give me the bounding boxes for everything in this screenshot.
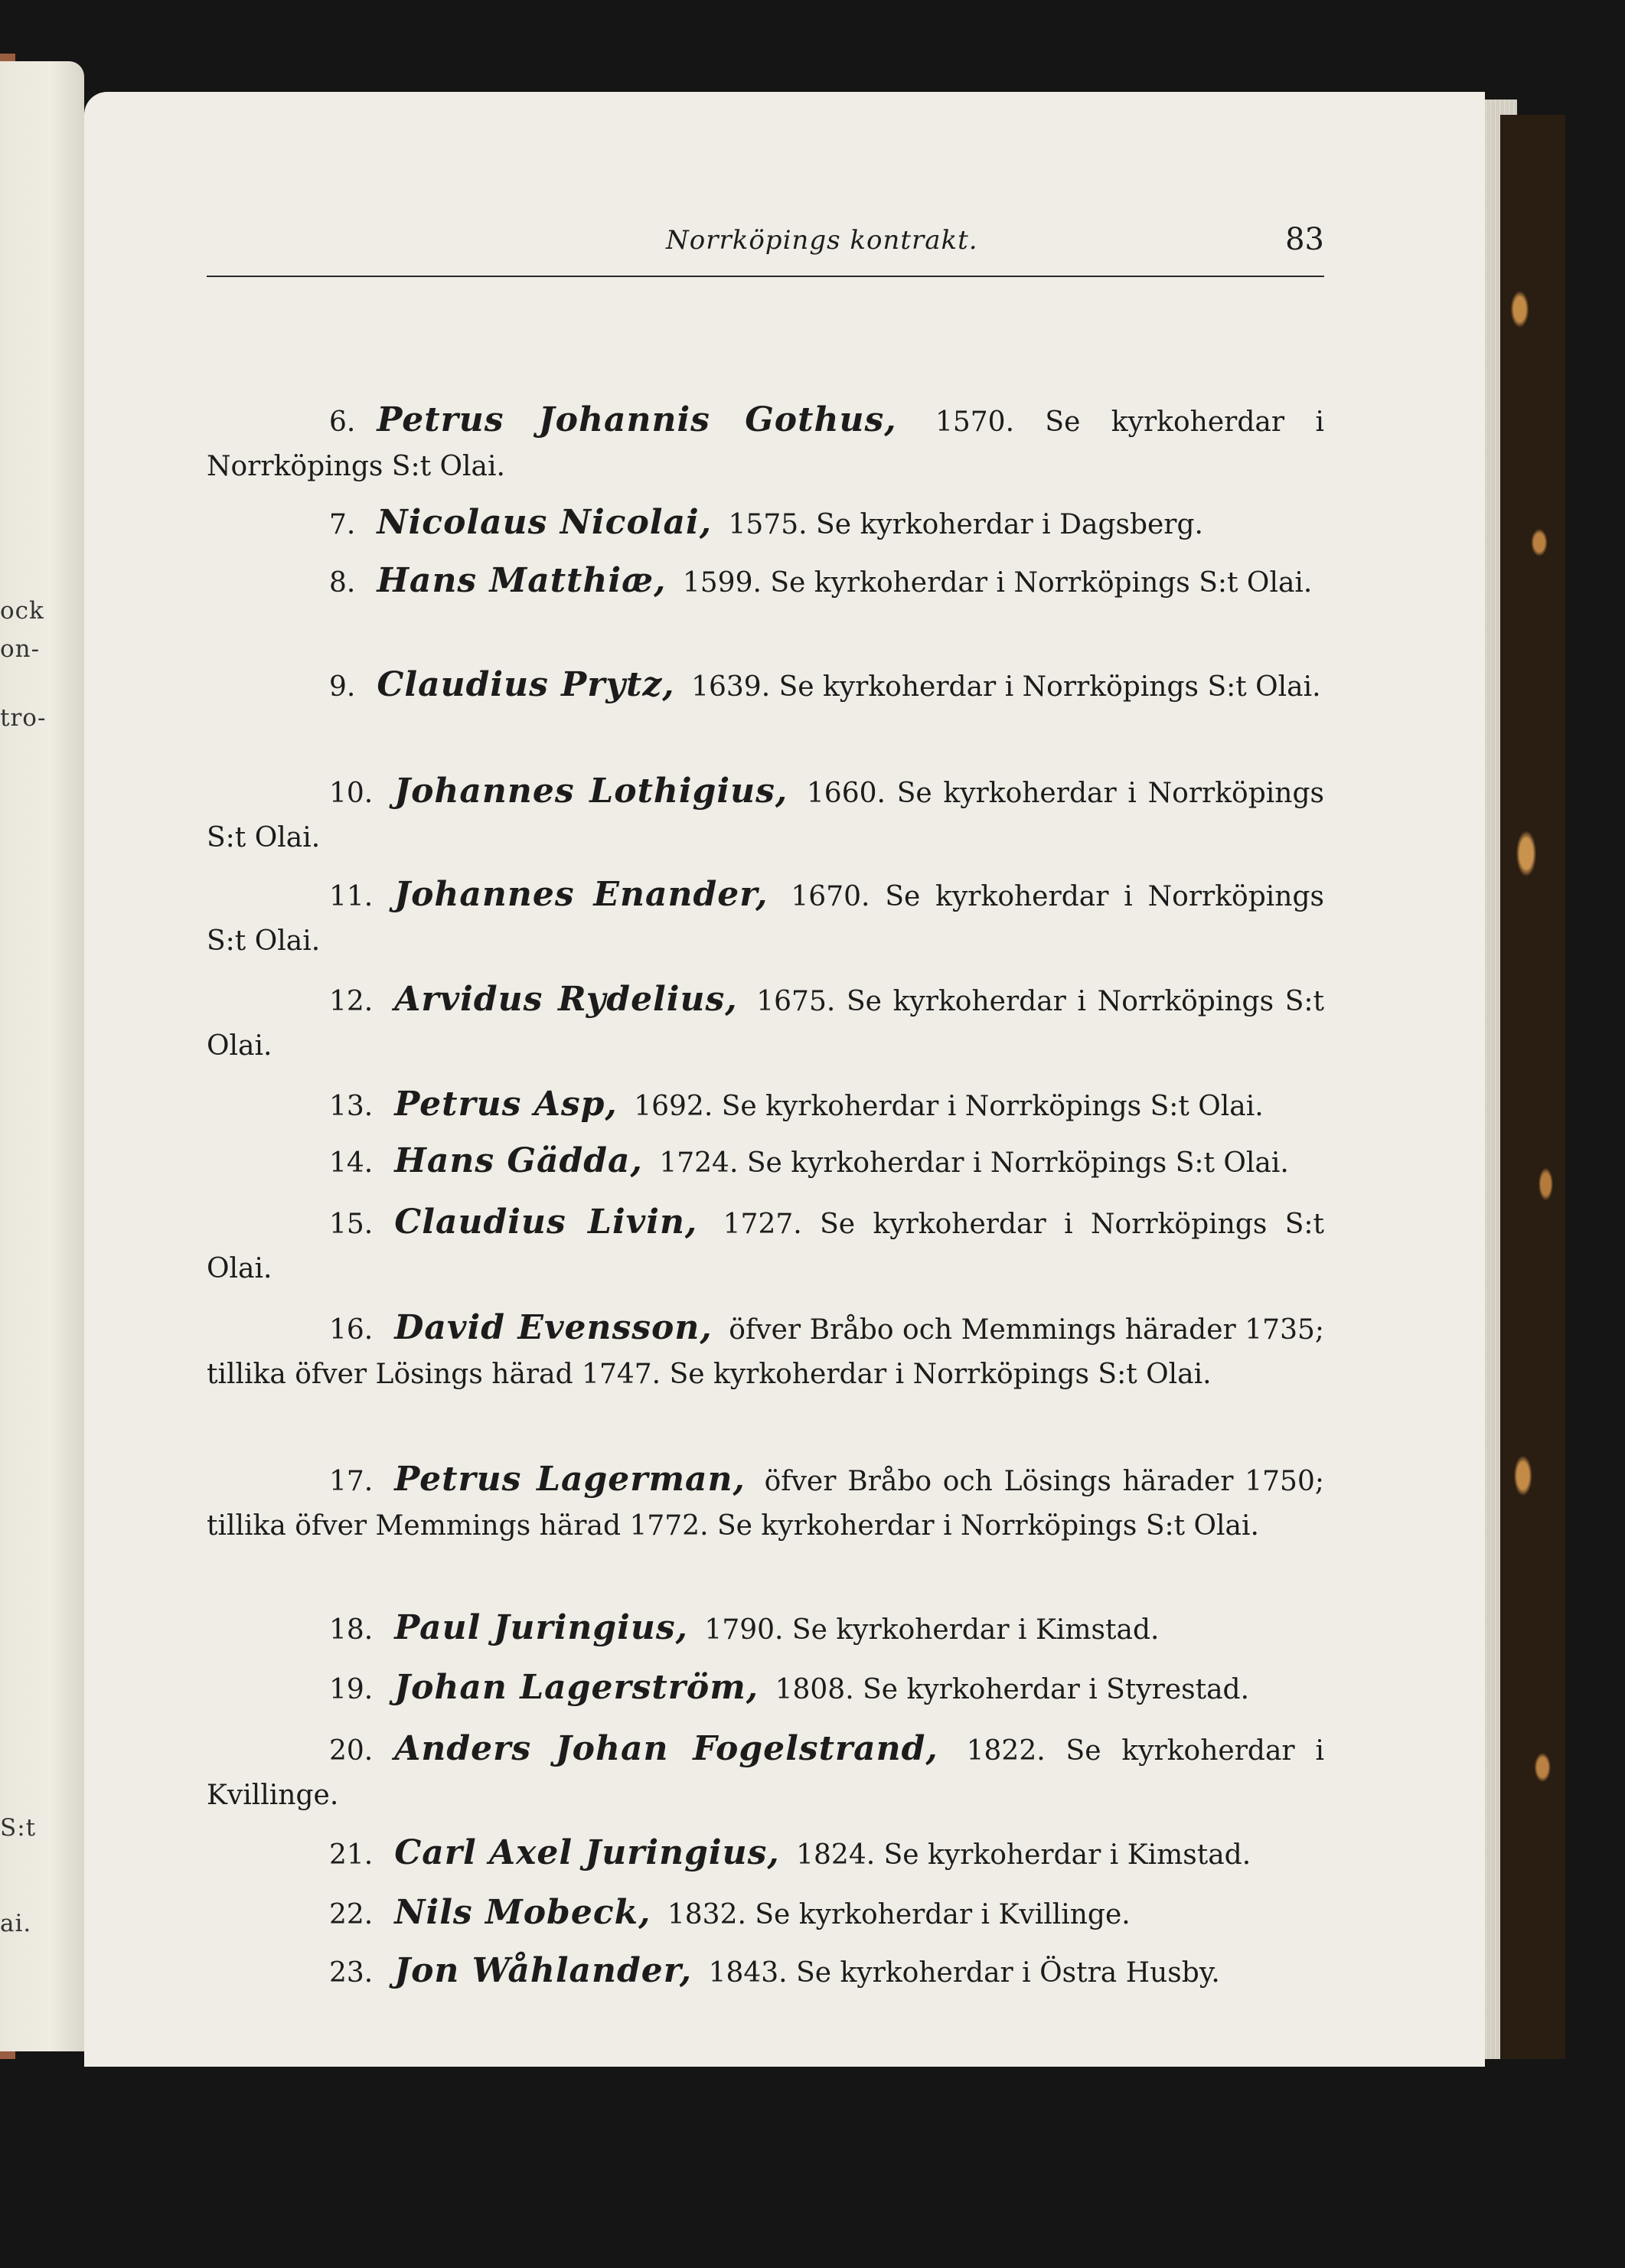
entry-name: Petrus Johannis Gothus, bbox=[377, 400, 897, 439]
entry bbox=[207, 1891, 1324, 1937]
margin-fragment: ock bbox=[0, 597, 44, 625]
entry-name: Claudius Prytz, bbox=[377, 665, 675, 704]
entry-text: 1824. Se kyrkoherdar i Kimstad. bbox=[796, 1839, 1251, 1871]
entry-name: Petrus Asp, bbox=[394, 1085, 618, 1124]
entry-number: 12. bbox=[329, 986, 374, 1017]
entry-name: Nils Mobeck, bbox=[394, 1893, 651, 1932]
entry-name: Hans Matthiæ, bbox=[377, 561, 667, 600]
left-page-edge bbox=[0, 61, 84, 2051]
entry-number: 17. bbox=[329, 1466, 374, 1497]
entry-text: öfver Bråbo och Memmings härader 1735; tillika öfver Lösings härad 1747. Se kyrkoherdar i Norrköpings S:t Olai. bbox=[207, 1314, 1325, 1390]
entry-text: 1727. Se kyrkoherdar i Norrköpings S:t Olai. bbox=[207, 1209, 1324, 1284]
entry bbox=[207, 873, 1324, 964]
entry-text: 1639. Se kyrkoherdar i Norrköpings S:t Olai. bbox=[691, 671, 1321, 703]
entry-name: Petrus Lagerman, bbox=[394, 1460, 746, 1499]
entry-text: 1808. Se kyrkoherdar i Styrestad. bbox=[775, 1674, 1250, 1705]
margin-fragment: ai. bbox=[0, 1910, 32, 1937]
entry-name: Anders Johan Fogelstrand, bbox=[394, 1729, 938, 1768]
entry-name: Carl Axel Juringius, bbox=[394, 1833, 780, 1872]
entry bbox=[207, 1727, 1324, 1818]
marbled-cover bbox=[1500, 115, 1565, 2059]
entry-number: 16. bbox=[329, 1314, 374, 1346]
running-head-title: Norrköpings kontrakt. bbox=[666, 225, 978, 256]
entry-name: Johannes Lothigius, bbox=[394, 772, 788, 811]
entry-number: 13. bbox=[329, 1091, 374, 1122]
entry-text: 1790. Se kyrkoherdar i Kimstad. bbox=[704, 1614, 1160, 1646]
entry-text: 1570. Se kyrkoherdar i Norrköpings S:t Olai. bbox=[207, 406, 1324, 482]
entry-text: 1660. Se kyrkoherdar i Norrköpings S:t Olai. bbox=[207, 778, 1324, 853]
entry bbox=[207, 1082, 1324, 1129]
entry-name: Paul Juringius, bbox=[394, 1608, 688, 1647]
entry bbox=[207, 1666, 1324, 1712]
entry-name: David Evensson, bbox=[394, 1308, 713, 1347]
entry-number: 11. bbox=[329, 881, 374, 912]
entry-number: 22. bbox=[329, 1899, 374, 1930]
entry-number: 20. bbox=[329, 1735, 374, 1767]
entry-text: 1692. Se kyrkoherdar i Norrköpings S:t Olai. bbox=[634, 1091, 1264, 1122]
entry-text: 1675. Se kyrkoherdar i Norrköpings S:t Olai. bbox=[207, 986, 1325, 1062]
entry-name: Johan Lagerström, bbox=[394, 1668, 759, 1707]
entry-number: 9. bbox=[329, 671, 356, 703]
entry-number: 8. bbox=[329, 567, 356, 599]
entry bbox=[207, 1139, 1324, 1186]
entry-number: 23. bbox=[329, 1957, 374, 1989]
entry-number: 6. bbox=[329, 406, 356, 438]
running-head bbox=[207, 222, 1324, 277]
entry-name: Claudius Livin, bbox=[394, 1203, 698, 1242]
entry-text: 1575. Se kyrkoherdar i Dagsberg. bbox=[728, 509, 1204, 540]
margin-fragment: on- bbox=[0, 635, 41, 663]
entry-number: 15. bbox=[329, 1209, 374, 1240]
entry-text: öfver Bråbo och Lösings härader 1750; tillika öfver Memmings härad 1772. Se kyrkoherdar i Norrköpings S:t Olai. bbox=[207, 1466, 1324, 1542]
entry-number: 10. bbox=[329, 778, 374, 809]
margin-fragment: S:t bbox=[0, 1814, 37, 1842]
margin-fragment: tro- bbox=[0, 704, 47, 732]
entry-text: 1832. Se kyrkoherdar i Kvillinge. bbox=[667, 1899, 1131, 1930]
entry bbox=[207, 501, 1324, 547]
entry bbox=[207, 977, 1324, 1069]
entry-name: Arvidus Rydelius, bbox=[394, 980, 738, 1019]
entry-text: 1843. Se kyrkoherdar i Östra Husby. bbox=[708, 1957, 1220, 1989]
entry-number: 19. bbox=[329, 1674, 374, 1705]
entry bbox=[207, 1200, 1324, 1291]
entry-name: Nicolaus Nicolai, bbox=[377, 503, 713, 542]
entry bbox=[207, 398, 1324, 489]
entry-name: Jon Wåhlander, bbox=[394, 1951, 693, 1990]
entry bbox=[207, 769, 1324, 860]
entry-text: 1822. Se kyrkoherdar i Kvillinge. bbox=[207, 1735, 1324, 1811]
entry-text: 1670. Se kyrkoherdar i Norrköpings S:t Olai. bbox=[207, 881, 1324, 957]
entry-text: 1724. Se kyrkoherdar i Norrköpings S:t Olai. bbox=[659, 1147, 1289, 1179]
entry bbox=[207, 559, 1324, 605]
entry-name: Johannes Enander, bbox=[394, 875, 768, 914]
entry bbox=[207, 1949, 1324, 1996]
entry-name: Hans Gädda, bbox=[394, 1141, 643, 1180]
entry bbox=[207, 1306, 1324, 1397]
page-number: 83 bbox=[1285, 222, 1324, 257]
entry bbox=[207, 663, 1324, 710]
entry bbox=[207, 1457, 1324, 1548]
entry bbox=[207, 1831, 1324, 1878]
entry-number: 21. bbox=[329, 1839, 374, 1871]
entry-number: 7. bbox=[329, 509, 356, 540]
entry bbox=[207, 1606, 1324, 1653]
book-page bbox=[84, 92, 1485, 2067]
entry-number: 14. bbox=[329, 1147, 374, 1179]
entry-number: 18. bbox=[329, 1614, 374, 1646]
entry-text: 1599. Se kyrkoherdar i Norrköpings S:t Olai. bbox=[682, 567, 1313, 599]
